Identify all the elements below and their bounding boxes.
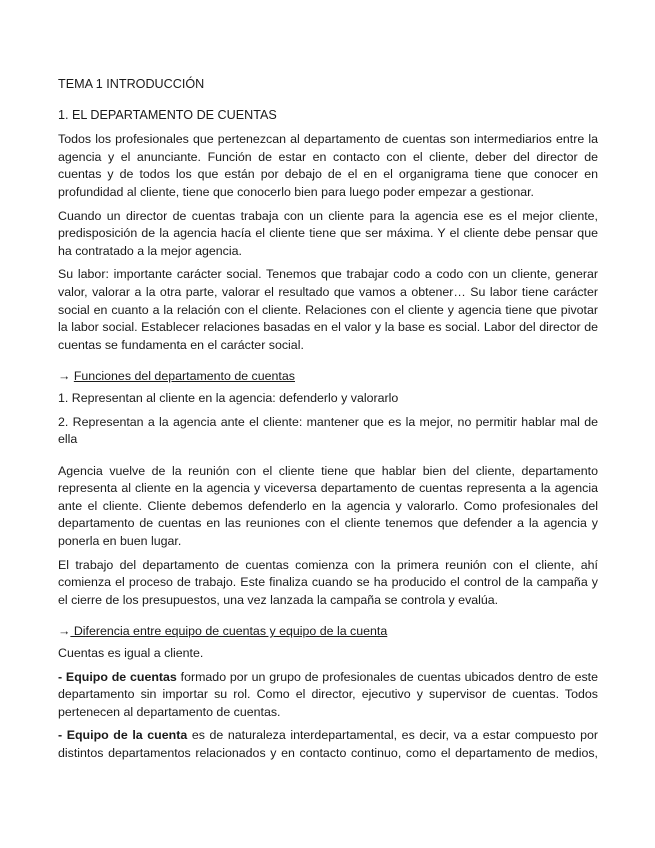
paragraph-mejor-cliente: Cuando un director de cuentas trabaja con un cliente para la agencia ese es el mejor cliente, predisposición de la agencia hacía el cliente tiene que ser máxima. Y el cliente debe pensar que ha contratado a la mejor agencia.: [58, 208, 598, 258]
document-page: [58, 76, 598, 769]
document-title: TEMA 1 INTRODUCCIÓN: [58, 77, 205, 91]
paragraph-cuentas-cliente: Cuentas es igual a cliente.: [58, 646, 204, 661]
paragraph-reunion-cliente: Agencia vuelve de la reunión con el cliente tiene que hablar bien del cliente, departamento representa al cliente en la agencia y viceversa departamento de cuentas representa a la agencia ante el cliente. Cliente debemos defenderlo en la agencia y valorarlo. Como profesionales del departamento de cuentas en las reuniones con el cliente tenemos que defender a la agencia y ponerla en buen lugar.: [58, 463, 598, 549]
section-heading-departamento-cuentas: 1. EL DEPARTAMENTO DE CUENTAS: [58, 107, 277, 122]
subheading-funciones-label: Funciones del departamento de cuentas: [73, 369, 295, 384]
paragraph-caracter-social: Su labor: importante carácter social. Tenemos que trabajar codo a codo con un cliente, generar valor, valorar a la otra parte, valorar el resultado que vamos a obtener… Su labor tiene carácter social en cuanto a la relación con el cliente. Relaciones con el cliente y agencia tiene que pivotar la labor social. Establecer relaciones basadas en el valor y la base es social. Labor del director de cuentas se fundamenta en el carácter social.: [58, 267, 598, 352]
paragraph-intermediarios: Todos los profesionales que pertenezcan al departamento de cuentas son intermediarios entre la agencia y el anunciante. Función de estar en contacto con el cliente, deber del director de cuentas y de todos los que están por debajo de el en el organigrama tiene que conocer en profundidad al cliente, tiene que conocerlo bien para luego poder empezar a gestionar.: [58, 132, 598, 199]
paragraph-equipo-de-cuentas: [58, 669, 598, 722]
subheading-funciones: [58, 368, 598, 386]
list-item-funcion-1: 1. Representan al cliente en la agencia: defenderlo y valorarlo: [58, 390, 399, 405]
arrow-right-icon: →: [58, 624, 71, 639]
arrow-right-icon: →: [58, 369, 71, 384]
term-equipo-de-cuentas: - Equipo de cuentas: [58, 669, 177, 684]
subheading-diferencia-label: Diferencia entre equipo de cuentas y equipo de la cuenta: [70, 624, 388, 639]
paragraph-trabajo-departamento: El trabajo del departamento de cuentas comienza con la primera reunión con el cliente, ahí comienza el proceso de trabajo. Este finaliza cuando se ha producido el control de la campaña y el cierre de los presupuestos, una vez lanzada la campaña se controla y evalúa.: [58, 557, 598, 607]
subheading-diferencia-equipos: [58, 623, 598, 641]
definition-equipo-de-cuentas: formado por un grupo de profesionales de cuentas ubicados dentro de este departamento sin importar su rol. Como el director, ejecutivo y supervisor de cuentas. Todos pertenecen al departamento de cuentas.: [58, 669, 598, 719]
term-equipo-de-la-cuenta: - Equipo de la cuenta: [58, 728, 188, 743]
paragraph-equipo-de-la-cuenta: [58, 727, 598, 762]
definition-equipo-de-la-cuenta: es de naturaleza interdepartamental, es decir, va a estar compuesto por distintos departamentos relacionados y en contacto continuo, como el departamento de medios,: [58, 728, 598, 760]
list-item-funcion-2: 2. Representan a la agencia ante el cliente: mantener que es la mejor, no permitir hablar mal de ella: [58, 414, 598, 447]
